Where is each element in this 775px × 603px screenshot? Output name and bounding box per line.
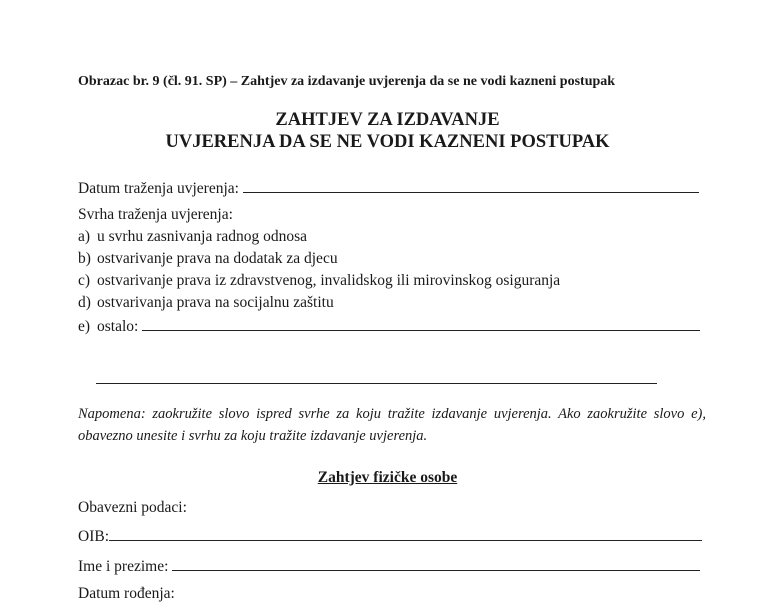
date-field[interactable] bbox=[243, 178, 699, 193]
purpose-label: Svrha traženja uvjerenja: bbox=[78, 206, 233, 223]
name-label: Ime i prezime: bbox=[78, 558, 169, 575]
option-letter: a) bbox=[78, 228, 91, 245]
date-label: Datum traženja uvjerenja: bbox=[78, 180, 239, 197]
name-row bbox=[78, 556, 700, 576]
birth-date-label: Datum rođenja: bbox=[78, 585, 175, 602]
form-title-line-2: UVJERENJA DA SE NE VODI KAZNENI POSTUPAK bbox=[165, 132, 610, 152]
purpose-option-c[interactable] bbox=[78, 272, 560, 290]
form-header: Obrazac br. 9 (čl. 91. SP) – Zahtjev za izdavanje uvjerenja da se ne vodi kazneni postupak bbox=[78, 74, 616, 89]
option-letter: d) bbox=[78, 294, 91, 311]
option-text: ostalo: bbox=[97, 318, 139, 335]
option-letter: e) bbox=[78, 318, 91, 335]
option-text: ostvarivanja prava na socijalnu zaštitu bbox=[97, 294, 334, 311]
section-title: Zahtjev fizičke osobe bbox=[317, 469, 458, 486]
oib-field[interactable] bbox=[109, 526, 702, 541]
purpose-option-a[interactable] bbox=[78, 228, 307, 246]
note-text: Napomena: zaokružite slovo ispred svrhe za koju tražite izdavanje uvjerenja. Ako zaokružite slovo e), obavezno unesite i svrhu za koju tražite izdavanje uvjerenja. bbox=[78, 406, 706, 444]
oib-row bbox=[78, 526, 702, 546]
purpose-option-e[interactable] bbox=[78, 316, 700, 336]
other-purpose-field[interactable] bbox=[142, 316, 700, 331]
option-text: u svrhu zasnivanja radnog odnosa bbox=[97, 228, 308, 245]
option-text: ostvarivanje prava iz zdravstvenog, invalidskog ili mirovinskog osiguranja bbox=[97, 272, 561, 289]
option-text: ostvarivanje prava na dodatak za djecu bbox=[97, 250, 338, 267]
option-letter: b) bbox=[78, 250, 91, 267]
purpose-option-b[interactable] bbox=[78, 250, 338, 268]
birth-date-row bbox=[78, 585, 175, 603]
mandatory-label: Obavezni podaci: bbox=[78, 499, 187, 516]
other-purpose-extra-line[interactable] bbox=[96, 383, 657, 384]
oib-label: OIB: bbox=[78, 528, 109, 545]
option-letter: c) bbox=[78, 272, 91, 289]
name-field[interactable] bbox=[172, 556, 700, 571]
form-title-line-1: ZAHTJEV ZA IZDAVANJE bbox=[275, 110, 500, 130]
date-row bbox=[78, 178, 699, 198]
purpose-option-d[interactable] bbox=[78, 294, 334, 312]
